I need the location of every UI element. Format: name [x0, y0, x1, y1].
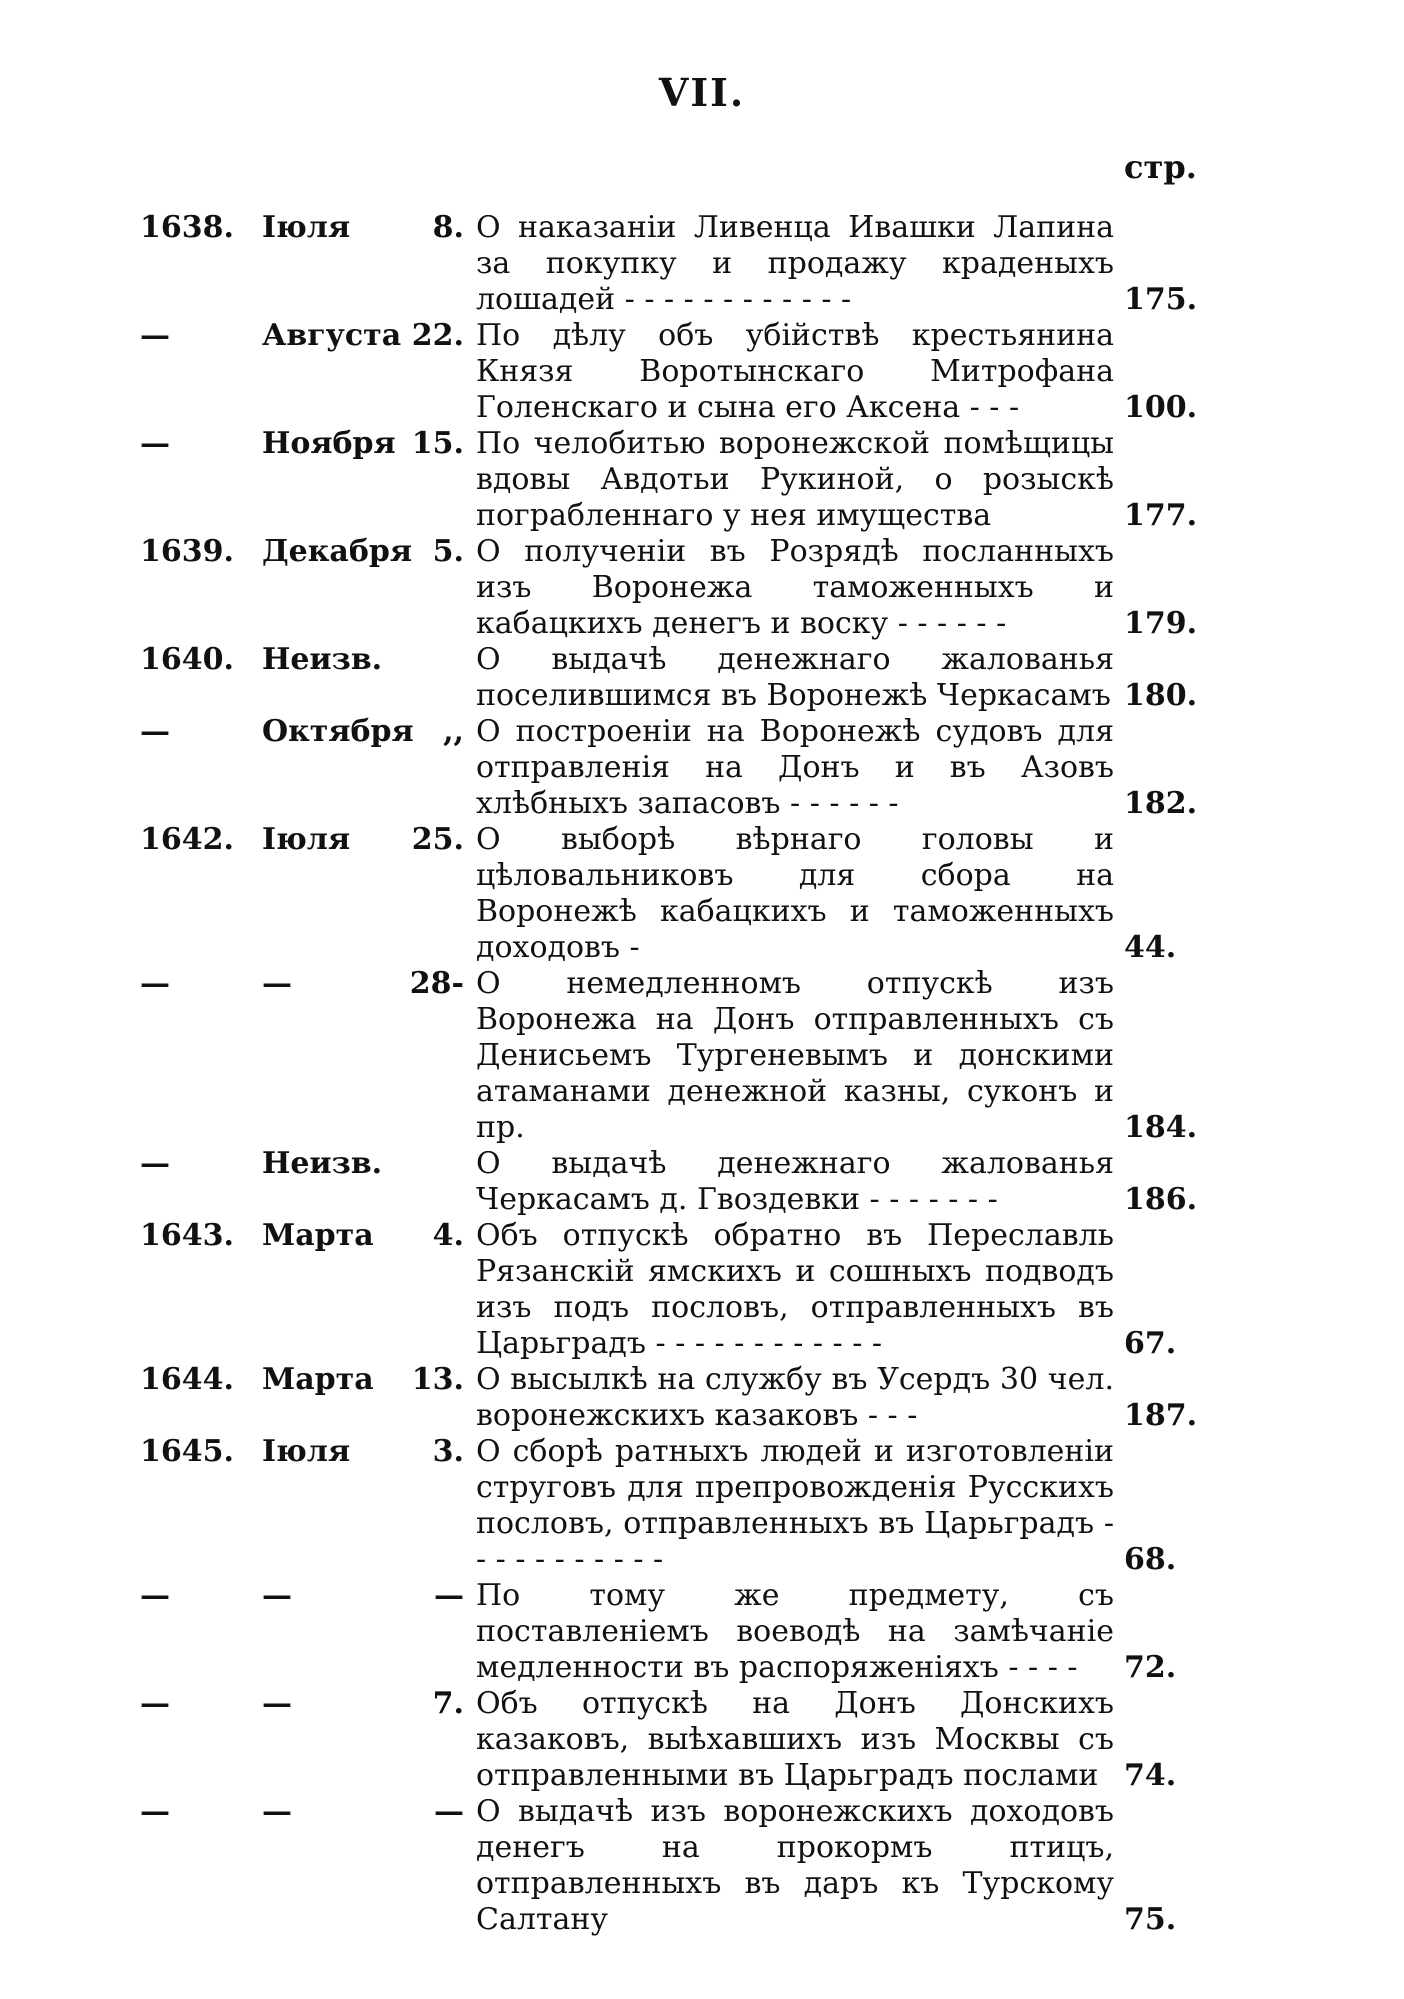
entry-page: 180.	[1124, 678, 1198, 713]
entry-text: По дѣлу объ убійствѣ крестьянина Князя Воротынскаго Митрофана Голенскаго и сына его Аксена - - -	[476, 318, 1114, 425]
entry-year: 1638.	[140, 210, 234, 245]
entry-day: —	[434, 1578, 464, 1613]
entry-month: Іюля	[262, 210, 351, 245]
entry-day: 7.	[432, 1686, 464, 1721]
entry-month: —	[262, 1686, 292, 1721]
entry-page: 68.	[1124, 1542, 1177, 1577]
page-number: VII.	[658, 70, 746, 115]
entry-day: 28-	[409, 966, 464, 1001]
entry-text: О сборѣ ратныхъ людей и изготовленіи струговъ для препровожденія Русскихъ пословъ, отправленныхъ въ Царьградъ - - - - - - - - - - -	[476, 1434, 1114, 1577]
entry-year: —	[140, 1146, 170, 1181]
entry-day: 4.	[432, 1218, 464, 1253]
entry-text: Объ отпускѣ на Донъ Донскихъ казаковъ, выѣхавшихъ изъ Москвы съ отправленными въ Царьградъ послами	[476, 1686, 1114, 1793]
entry-text: О высылкѣ на службу въ Усердъ 30 чел. воронежскихъ казаковъ - - -	[476, 1362, 1114, 1433]
entry-year: 1640.	[140, 642, 234, 677]
entry-month: —	[262, 1578, 292, 1613]
entry-month: Іюля	[262, 822, 351, 857]
entry-year: —	[140, 1578, 170, 1613]
entry-month: Іюля	[262, 1434, 351, 1469]
entry-text: Объ отпускѣ обратно въ Переславль Рязанскій ямскихъ и сошныхъ подводъ изъ подъ пословъ, отправленныхъ въ Царьградъ - - - - - - - - - - - -	[476, 1218, 1114, 1361]
entry-page: 44.	[1124, 930, 1177, 965]
toc-entry	[0, 822, 1404, 966]
toc-entry	[0, 714, 1404, 822]
entry-page: 74.	[1124, 1758, 1177, 1793]
entry-year: —	[140, 426, 170, 461]
toc-entry	[0, 210, 1404, 318]
entry-year: —	[140, 318, 170, 353]
entry-day: 5.	[432, 534, 464, 569]
toc-entry	[0, 318, 1404, 426]
entry-month: —	[262, 966, 292, 1001]
entry-month: Августа	[262, 318, 402, 353]
entry-month: Марта	[262, 1218, 374, 1253]
entry-month: Неизв.	[262, 1146, 383, 1181]
entry-page: 179.	[1124, 606, 1198, 641]
entry-text: О выдачѣ денежнаго жалованья Черкасамъ д. Гвоздевки - - - - - - -	[476, 1146, 1114, 1217]
entry-page: 100.	[1124, 390, 1198, 425]
entry-page: 67.	[1124, 1326, 1177, 1361]
entry-month: —	[262, 1794, 292, 1829]
entry-month: Октября	[262, 714, 414, 749]
entry-text: По тому же предмету, съ поставленіемъ воеводѣ на замѣчаніе медленности въ распоряженіяхъ - - - -	[476, 1578, 1114, 1685]
toc-entry	[0, 1218, 1404, 1362]
entry-month: Неизв.	[262, 642, 383, 677]
entry-page: 182.	[1124, 786, 1198, 821]
entry-month: Декабря	[262, 534, 413, 569]
toc-entry	[0, 534, 1404, 642]
entry-page: 175.	[1124, 282, 1198, 317]
entry-year: —	[140, 966, 170, 1001]
entry-text: О наказаніи Ливенца Ивашки Лапина за покупку и продажу краденыхъ лошадей - - - - - - - - - - - -	[476, 210, 1114, 317]
entry-day: 25.	[411, 822, 464, 857]
entry-day: ,,	[443, 714, 464, 749]
toc-entry	[0, 1146, 1404, 1218]
entry-text: О выдачѣ изъ воронежскихъ доходовъ денегъ на прокормъ птицъ, отправленныхъ въ даръ къ Турскому Салтану	[476, 1794, 1114, 1937]
entry-day: 22.	[411, 318, 464, 353]
entry-day: 15.	[411, 426, 464, 461]
entry-page: 187.	[1124, 1398, 1198, 1433]
entry-page: 177.	[1124, 498, 1198, 533]
entry-page: 184.	[1124, 1110, 1198, 1145]
entry-page: 75.	[1124, 1902, 1177, 1937]
entry-day: 13.	[411, 1362, 464, 1397]
toc-entry	[0, 1434, 1404, 1578]
entry-text: О немедленномъ отпускѣ изъ Воронежа на Донъ отправленныхъ съ Денисьемъ Тургеневымъ и донскими атаманами денежной казны, суконъ и пр.	[476, 966, 1114, 1145]
entry-month: Марта	[262, 1362, 374, 1397]
toc-entry	[0, 426, 1404, 534]
entry-year: 1643.	[140, 1218, 234, 1253]
entry-text: О выборѣ вѣрнаго головы и цѣловальниковъ для сбора на Воронежѣ кабацкихъ и таможенныхъ доходовъ -	[476, 822, 1114, 965]
entry-page: 72.	[1124, 1650, 1177, 1685]
entry-year: 1645.	[140, 1434, 234, 1469]
entry-year: 1639.	[140, 534, 234, 569]
table-of-contents	[0, 210, 1404, 1938]
entry-year: —	[140, 1794, 170, 1829]
entry-day: —	[434, 1794, 464, 1829]
entry-year: 1644.	[140, 1362, 234, 1397]
entry-text: О полученіи въ Розрядѣ посланныхъ изъ Воронежа таможенныхъ и кабацкихъ денегъ и воску - - - - - -	[476, 534, 1114, 641]
toc-entry	[0, 1362, 1404, 1434]
toc-entry	[0, 966, 1404, 1146]
toc-entry	[0, 1578, 1404, 1686]
entry-text: О построеніи на Воронежѣ судовъ для отправленія на Донъ и въ Азовъ хлѣбныхъ запасовъ - - - - - -	[476, 714, 1114, 821]
entry-month: Ноября	[262, 426, 396, 461]
entry-text: О выдачѣ денежнаго жалованья поселившимся въ Воронежѣ Черкасамъ	[476, 642, 1114, 713]
entry-year: —	[140, 714, 170, 749]
toc-entry	[0, 1686, 1404, 1794]
toc-entry	[0, 1794, 1404, 1938]
toc-entry	[0, 642, 1404, 714]
page-column-label: стр.	[1124, 148, 1197, 186]
entry-text: По челобитью воронежской помѣщицы вдовы Авдотьи Рукиной, о розыскѣ пограбленнаго у нея имущества	[476, 426, 1114, 533]
entry-day: 3.	[432, 1434, 464, 1469]
entry-day: 8.	[432, 210, 464, 245]
entry-year: 1642.	[140, 822, 234, 857]
entry-page: 186.	[1124, 1182, 1198, 1217]
entry-year: —	[140, 1686, 170, 1721]
